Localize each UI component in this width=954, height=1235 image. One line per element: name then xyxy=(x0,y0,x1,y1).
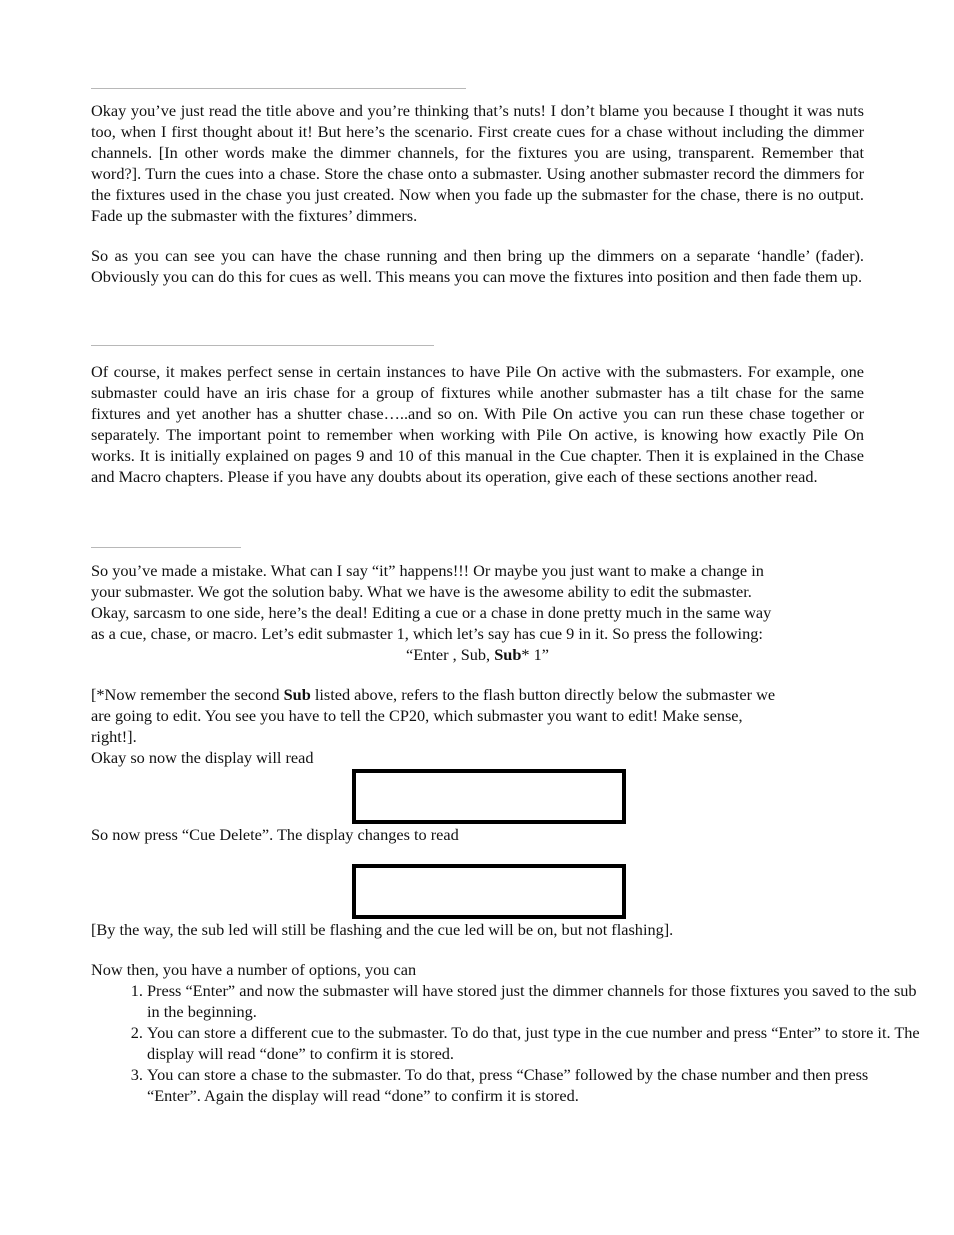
options-intro: Now then, you have a number of options, you can xyxy=(91,960,417,979)
note-post: listed above, refers to the flash button directly below the submaster we xyxy=(310,685,776,704)
title-rule-1 xyxy=(91,88,466,89)
note-pre: [*Now remember the second xyxy=(91,685,284,704)
lcd-display-box-2 xyxy=(352,864,626,919)
list-item: 3. You can store a chase to the submaster. To do that, press “Chase” followed by the chase number and then press “Enter”. Again the display will read “done” to confirm it is stored. xyxy=(147,1064,920,1106)
title-rule-3 xyxy=(91,547,241,548)
display-read-text: Okay so now the display will read xyxy=(91,748,314,767)
section1-paragraph-2: So as you can see you can have the chase running and then bring up the dimmers on a separate ‘handle’ (fader). Obviously you can do this for cues as well. This means you can move the fixtures into position and then fade them up. xyxy=(91,246,864,286)
section3-line-1: So you’ve made a mistake. What can I say “it” happens!!! Or maybe you just want to make a change in xyxy=(91,561,764,580)
section3-line-4: as a cue, chase, or macro. Let’s edit submaster 1, which let’s say has cue 9 in it. So press the following: xyxy=(91,624,763,643)
note-line-2: are going to edit. You see you have to tell the CP20, which submaster you want to edit! Make sense, xyxy=(91,706,743,725)
key-sequence xyxy=(91,644,864,665)
key-sequence-pre: “Enter , Sub, xyxy=(406,645,495,664)
note-bold: Sub xyxy=(283,685,311,704)
note-line-1 xyxy=(91,684,775,705)
section1-paragraph-1: Okay you’ve just read the title above and you’re thinking that’s nuts! I don’t blame you because I thought it was nuts too, when I first thought about it! But here’s the scenario. First create cues for a chase without including the dimmer channels. [In other words make the dimmer channels, for the fixtures you are using, transparent. Remember that word?]. Turn the cues into a chase. Store the chase onto a submaster. Using another submaster record the dimmers for the fixtures used in the chase you just created. Now when you fade up the submaster for the chase, there is no output. Fade up the submaster with the fixtures’ dimmers. xyxy=(91,101,864,225)
key-sequence-bold: Sub xyxy=(494,645,522,664)
by-the-way-text: [By the way, the sub led will still be flashing and the cue led will be on, but not flashing]. xyxy=(91,920,674,939)
lcd-display-box-1 xyxy=(352,769,626,824)
title-rule-2 xyxy=(91,345,434,346)
section3-line-2: your submaster. We got the solution baby. What we have is the awesome ability to edit the submaster. xyxy=(91,582,752,601)
list-item: 2. You can store a different cue to the submaster. To do that, just type in the cue number and press “Enter” to store it. The display will read “done” to confirm it is stored. xyxy=(147,1022,920,1064)
options-list xyxy=(91,980,920,1106)
section3-line-3: Okay, sarcasm to one side, here’s the deal! Editing a cue or a chase in done pretty much in the same way xyxy=(91,603,772,622)
cue-delete-text: So now press “Cue Delete”. The display changes to read xyxy=(91,825,459,844)
list-item: 1. Press “Enter” and now the submaster will have stored just the dimmer channels for those fixtures you saved to the sub in the beginning. xyxy=(147,980,920,1022)
note-line-3: right!]. xyxy=(91,727,137,746)
key-sequence-post: * 1” xyxy=(521,645,549,664)
section2-paragraph: Of course, it makes perfect sense in certain instances to have Pile On active with the submasters. For example, one submaster could have an iris chase for a group of fixtures while another submaster has a tilt chase for the same fixtures and yet another has a shutter chase…..and so on. With Pile On active you can run these chase together or separately. The important point to remember when working with Pile On active, is knowing how exactly Pile On works. It is initially explained on pages 9 and 10 of this manual in the Cue chapter. Then it is explained in the Chase and Macro chapters. Please if you have any doubts about its operation, give each of these sections another read. xyxy=(91,362,864,486)
